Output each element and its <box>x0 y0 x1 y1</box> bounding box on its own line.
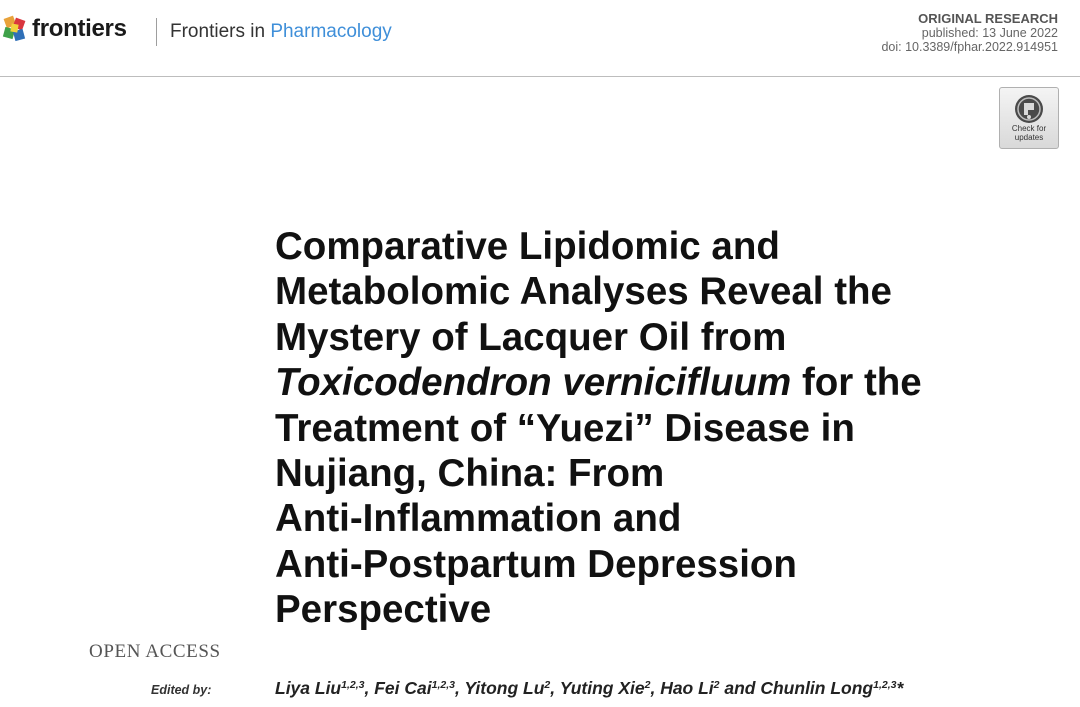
edited-by-label: Edited by: <box>151 683 212 697</box>
corresponding-author-marker: * <box>896 678 904 698</box>
author-affiliation: 1,2,3 <box>341 679 365 691</box>
author-affiliation: 2 <box>544 679 551 691</box>
journal-title: Pharmacology <box>270 21 392 42</box>
title-line-5: Treatment of “Yuezi” Disease in <box>275 406 855 450</box>
author-name[interactable]: Chunlin Long <box>760 678 874 698</box>
frontiers-logo-icon <box>2 14 28 44</box>
title-line-3: Mystery of Lacquer Oil from <box>275 315 787 359</box>
article-title <box>275 224 1065 633</box>
frontiers-logo[interactable] <box>2 14 127 44</box>
author-affiliation: 1,2,3 <box>431 679 455 691</box>
title-line-4-rest: for the <box>791 361 922 405</box>
author-list <box>275 678 903 699</box>
title-line-8: Anti-Postpartum Depression <box>275 542 797 586</box>
title-line-4 <box>275 360 1065 405</box>
journal-prefix: Frontiers in <box>170 21 266 42</box>
article-type: ORIGINAL RESEARCH <box>918 11 1058 26</box>
author-separator: , <box>650 678 661 698</box>
badge-line-2: updates <box>1014 133 1044 142</box>
author-name[interactable]: Yitong Lu <box>464 678 545 698</box>
author-name[interactable]: Yuting Xie <box>559 678 645 698</box>
badge-line-1: Check for <box>1011 124 1047 133</box>
check-for-updates-button[interactable] <box>999 87 1059 149</box>
author-separator: , <box>454 678 465 698</box>
author-affiliation: 1,2,3 <box>873 679 897 691</box>
open-access-label: OPEN ACCESS <box>89 641 221 662</box>
title-line-7: Anti-Inflammation and <box>275 497 682 541</box>
crossmark-icon <box>1014 94 1044 124</box>
author-separator: , <box>550 678 560 698</box>
doi-link[interactable]: doi: 10.3389/fphar.2022.914951 <box>881 40 1058 54</box>
title-line-1: Comparative Lipidomic and <box>275 225 780 268</box>
species-name: Toxicodendron vernicifluum <box>275 361 792 405</box>
title-line-2: Metabolomic Analyses Reveal the <box>275 270 892 314</box>
published-date: published: 13 June 2022 <box>921 26 1058 40</box>
author-affiliation: 2 <box>644 679 651 691</box>
logo-text: frontiers <box>32 15 127 42</box>
author-name[interactable]: Hao Li <box>660 678 714 698</box>
author-name[interactable]: Fei Cai <box>374 678 432 698</box>
title-line-6: Nujiang, China: From <box>275 452 665 496</box>
author-separator: , <box>364 678 375 698</box>
article-meta <box>881 12 1058 54</box>
title-line-9: Perspective <box>275 588 492 632</box>
header-divider <box>156 18 157 46</box>
author-affiliation: 2 <box>713 679 720 691</box>
author-name[interactable]: Liya Liu <box>275 678 342 698</box>
author-separator: and <box>719 678 761 698</box>
journal-header <box>0 0 1080 77</box>
journal-name[interactable] <box>170 21 392 43</box>
